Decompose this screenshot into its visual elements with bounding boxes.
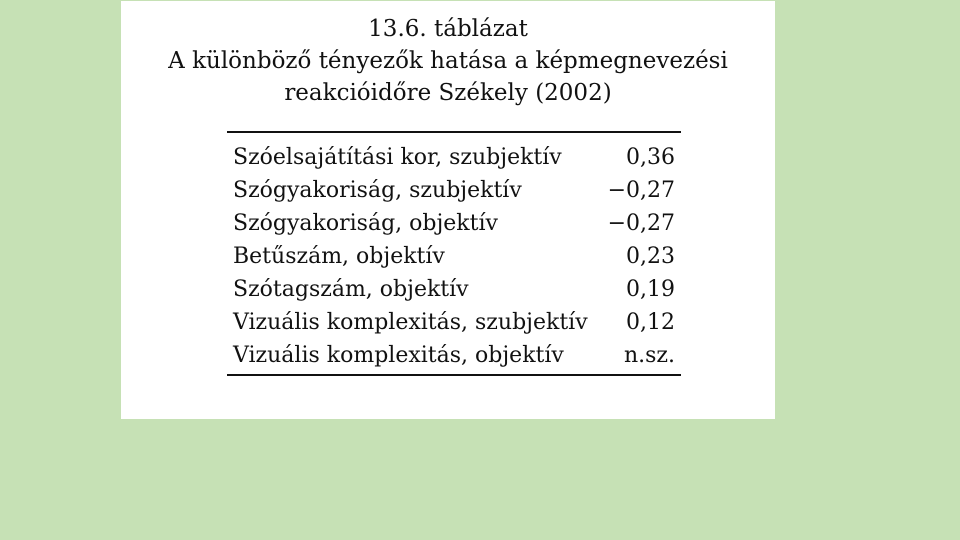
- table-row: [233, 339, 675, 372]
- row-value: 0,23: [626, 244, 675, 269]
- table-number: 13.6. táblázat: [368, 16, 528, 42]
- row-label: Szóelsajátítási kor, szubjektív: [233, 145, 562, 170]
- row-label: Vizuális komplexitás, objektív: [233, 343, 564, 368]
- row-label: Szótagszám, objektív: [233, 277, 469, 302]
- row-value: n.sz.: [623, 343, 675, 368]
- row-label: Vizuális komplexitás, szubjektív: [233, 310, 588, 335]
- row-value: −0,27: [607, 211, 675, 236]
- row-value: −0,27: [607, 178, 675, 203]
- row-label: Betűszám, objektív: [233, 244, 445, 269]
- row-value: 0,12: [626, 310, 675, 335]
- row-label: Szógyakoriság, objektív: [233, 211, 498, 236]
- table-row: [233, 174, 675, 207]
- table-row: [233, 306, 675, 339]
- table-title-line-1: A különböző tényezők hatása a képmegnevezési: [168, 48, 728, 74]
- row-value: 0,19: [626, 277, 675, 302]
- data-table: [233, 141, 675, 372]
- table-title-line-2: reakcióidőre Székely (2002): [284, 80, 612, 106]
- table-row: [233, 207, 675, 240]
- table-row: [233, 240, 675, 273]
- row-label: Szógyakoriság, szubjektív: [233, 178, 522, 203]
- document-page: [121, 1, 775, 419]
- table-bottom-rule: [227, 374, 681, 376]
- table-row: [233, 273, 675, 306]
- table-caption: [121, 13, 775, 109]
- row-value: 0,36: [626, 145, 675, 170]
- table-row: [233, 141, 675, 174]
- table-top-rule: [227, 131, 681, 133]
